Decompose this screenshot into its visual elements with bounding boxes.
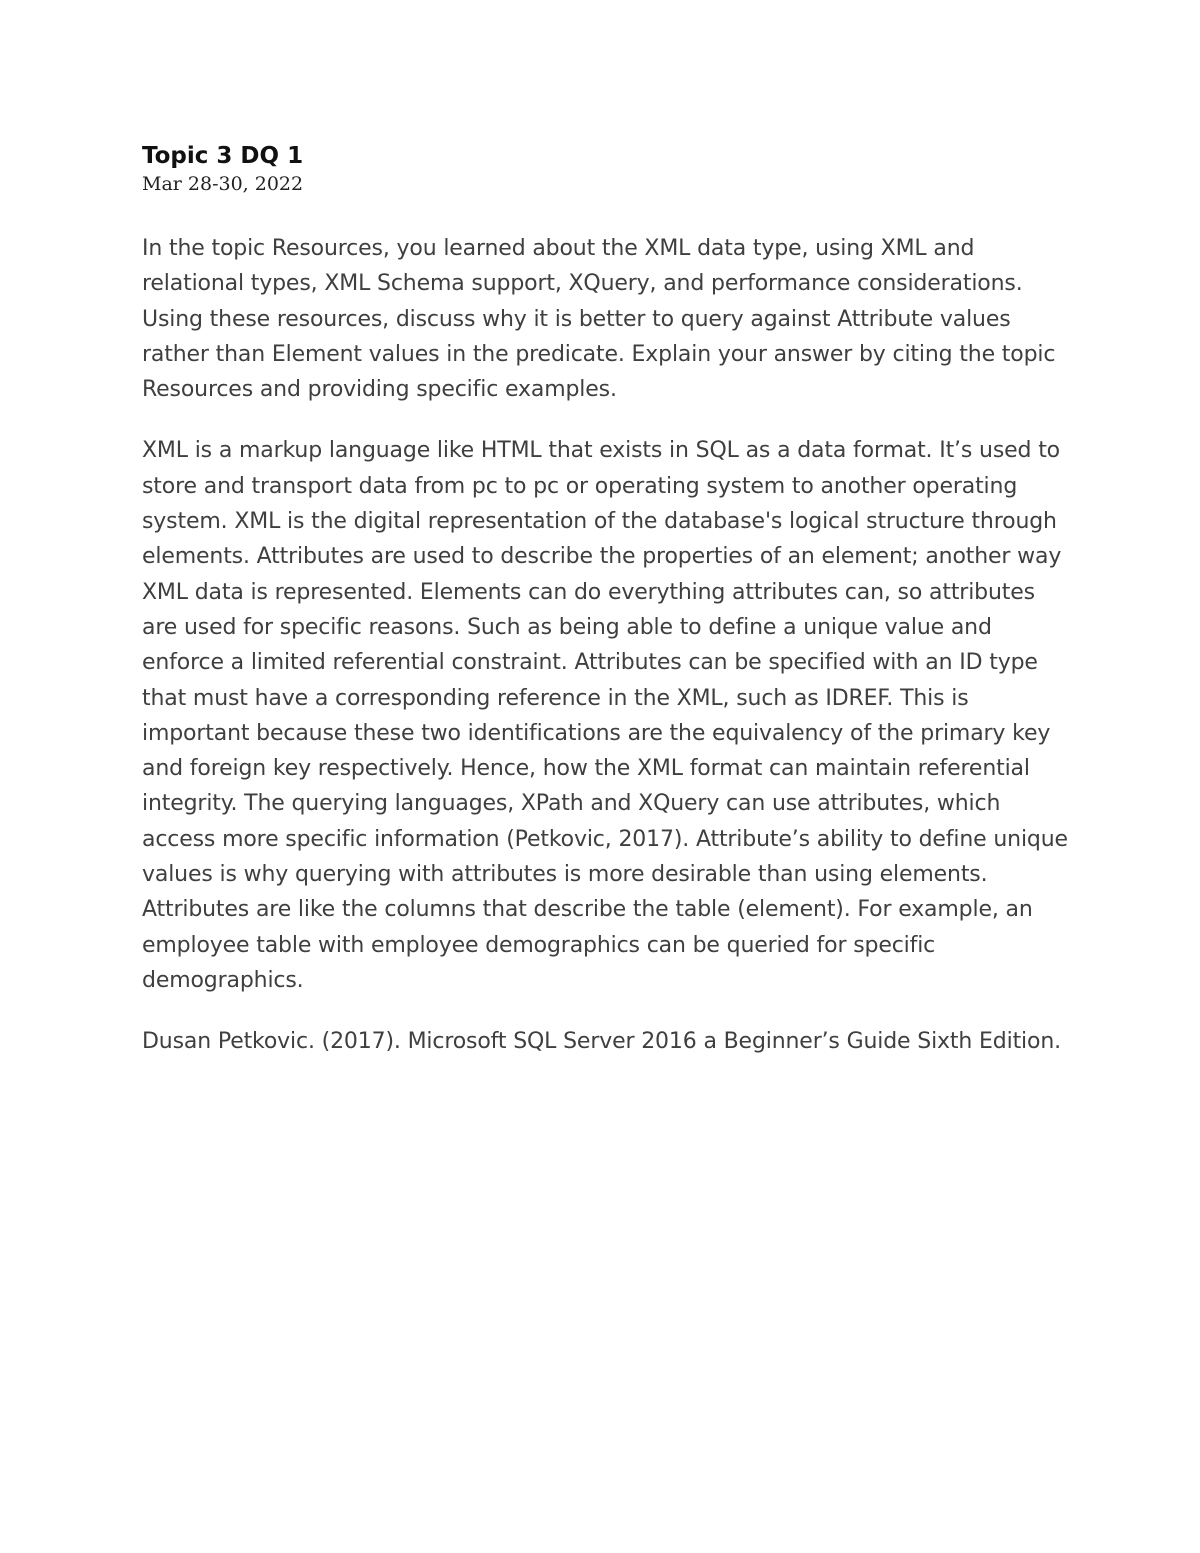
discussion-response: XML is a markup language like HTML that exists in SQL as a data format. It’s used to store and transport data from pc to pc or operating system to another operating system. XML is the digital representation of the database's logical structure through elements. Attributes are used to describe the properties of an element; another way XML data is represented. Elements can do everything attributes can, so attributes are used for specific reasons. Such as being able to define a unique value and enforce a limited referential constraint. Attributes can be specified with an ID type that must have a corresponding reference in the XML, such as IDREF. This is important because these two identifications are the equivalency of the primary key and foreign key respectively. Hence, how the XML format can maintain referential integrity. The querying languages, XPath and XQuery can use attributes, which access more specific information (Petkovic, 2017). Attribute’s ability to define unique values is why querying with attributes is more desirable than using elements. Attributes are like the columns that describe the table (element). For example, an employee table with employee demographics can be queried for specific demographics. — [142, 438, 1068, 993]
document-date: Mar 28-30, 2022 — [142, 173, 304, 195]
document-title: Topic 3 DQ 1 — [142, 143, 304, 169]
discussion-prompt: In the topic Resources, you learned about the XML data type, using XML and relational types, XML Schema support, XQuery, and performance considerations. Using these resources, discuss why it is better to query against Attribute values rather than Element values in the predicate. Explain your answer by citing the topic Resources and providing specific examples. — [142, 236, 1056, 403]
reference-citation: Dusan Petkovic. (2017). Microsoft SQL Server 2016 a Beginner’s Guide Sixth Edition. — [142, 1029, 1061, 1055]
document-body — [142, 141, 1072, 1086]
